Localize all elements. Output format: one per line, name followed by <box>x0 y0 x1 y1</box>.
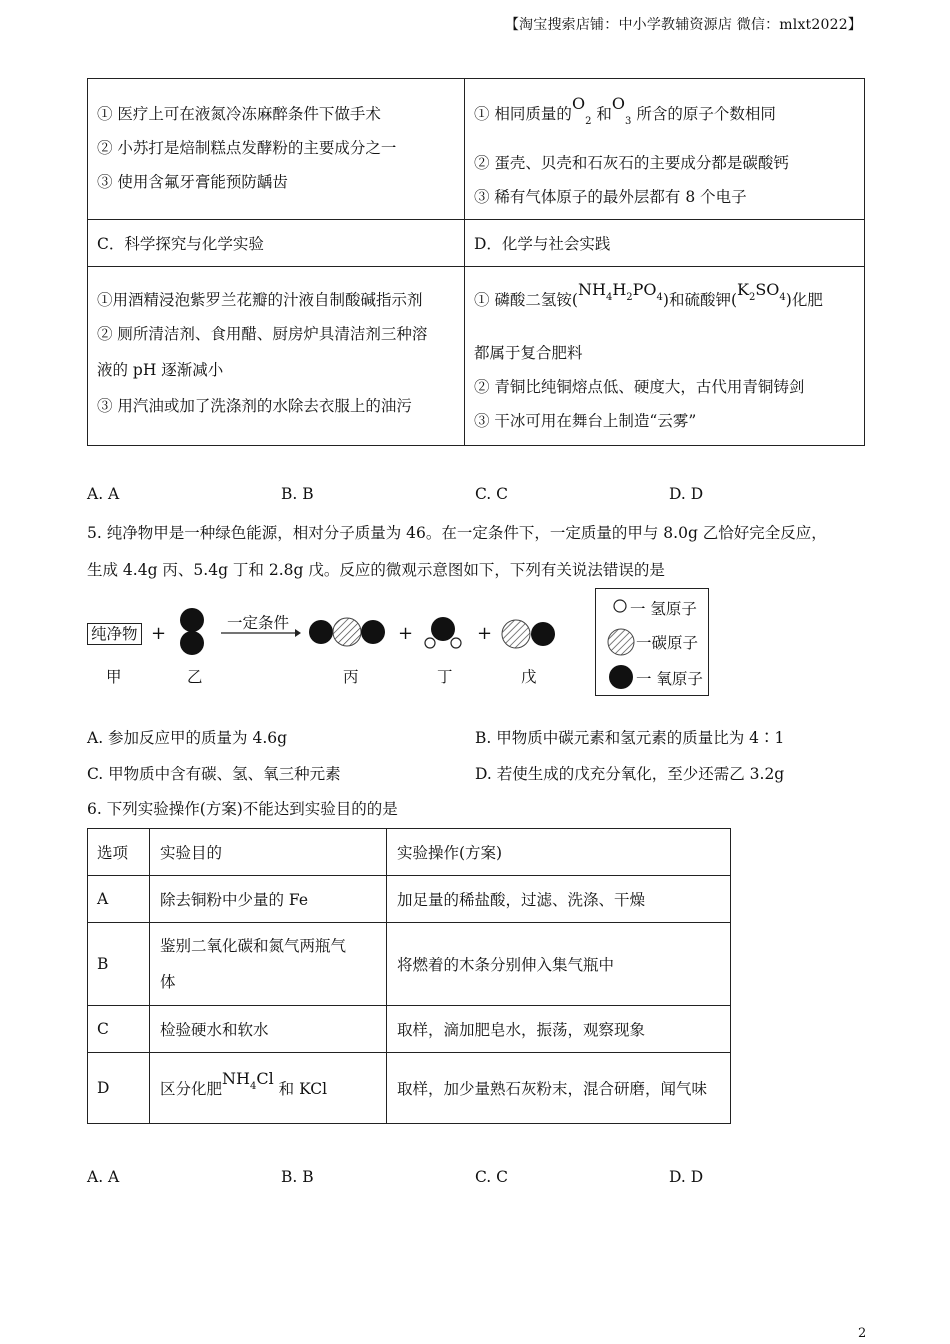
text-line: ② 蛋壳、贝壳和石灰石的主要成分都是碳酸钙 <box>474 154 789 172</box>
table-row <box>88 1053 731 1124</box>
label-ding: 丁 <box>437 668 453 686</box>
table-header-row <box>88 829 731 876</box>
option-c[interactable]: C. C <box>475 1168 509 1186</box>
oxygen-atom <box>361 620 385 644</box>
text-line: ② 青铜比纯铜熔点低、硬度大，古代用青铜铸剑 <box>474 378 805 396</box>
row-option: D <box>88 1053 150 1124</box>
arrow-icon <box>221 627 301 639</box>
plus-sign: + <box>398 623 414 644</box>
carbon-atom <box>333 618 361 646</box>
row-goal: 鉴别二氧化碳和氮气两瓶气 体 <box>150 923 387 1006</box>
formula-k2so4: $K_2SO_4$ <box>737 280 786 303</box>
row-method: 将燃着的木条分别伸入集气瓶中 <box>387 923 731 1006</box>
legend-oxygen: 一 氧原子 <box>636 670 703 688</box>
legend-hydrogen: 一 氢原子 <box>630 600 697 618</box>
row-goal: 区分化肥$NH_4Cl$ 和 KCl <box>150 1053 387 1124</box>
table-row <box>88 923 731 1006</box>
row-option: A <box>88 876 150 923</box>
option-a[interactable]: A. A <box>87 1168 120 1186</box>
hydrogen-atom <box>451 638 461 648</box>
text-line: ① 医疗上可在液氮冷冻麻醉条件下做手术 <box>97 105 381 123</box>
oxygen-atom <box>531 622 555 646</box>
table-row <box>88 1006 731 1053</box>
label-bing: 丙 <box>343 668 359 686</box>
carbon-atom <box>502 620 530 648</box>
oxygen-atom <box>309 620 333 644</box>
oxygen-atom <box>180 608 204 632</box>
text-line: ① 相同质量的$O_2$ 和$O_3$ 所含的原子个数相同 <box>474 94 776 127</box>
oxygen-atom <box>180 631 204 655</box>
page-header: 【淘宝搜索店铺：中小学教辅资源店 微信：mlxt2022】 <box>504 17 862 33</box>
molecule-yi <box>177 607 217 659</box>
text-line: ③ 干冰可用在舞台上制造“云雾” <box>474 412 697 430</box>
row-goal: 检验硬水和软水 <box>150 1006 387 1053</box>
reaction-condition: 一定条件 <box>227 614 290 632</box>
row-method: 加足量的稀盐酸，过滤、洗涤、干燥 <box>387 876 731 923</box>
q4-head-d: D．化学与社会实践 <box>465 220 865 267</box>
q4-table <box>87 78 865 446</box>
q6-options <box>87 1168 863 1186</box>
formula-o2: O <box>571 94 586 113</box>
label-jia: 甲 <box>106 668 122 686</box>
q5-option-d[interactable]: D. 若使生成的戊充分氧化，至少还需乙 3.2g <box>475 765 785 783</box>
row-method: 取样，滴加肥皂水，振荡，观察现象 <box>387 1006 731 1053</box>
q6-table <box>87 828 731 1124</box>
row-option: B <box>88 923 150 1006</box>
formula-o3: O <box>611 94 626 113</box>
carbon-atom-icon <box>606 627 636 657</box>
plus-sign: + <box>151 623 167 644</box>
page-number: 2 <box>858 1326 867 1341</box>
text-line: ①用酒精浸泡紫罗兰花瓣的汁液自制酸碱指示剂 <box>97 291 423 309</box>
molecule-bing <box>307 617 389 647</box>
option-b[interactable]: B. B <box>281 1168 314 1186</box>
column-header: 选项 <box>88 829 150 876</box>
plus-sign: + <box>477 623 493 644</box>
row-option: C <box>88 1006 150 1053</box>
molecule-ding <box>423 615 467 653</box>
text-line: ① 磷酸二氢铵$(NH_4H_2PO_4)$和硫酸钾$(K_2SO_4)$化肥 <box>474 280 823 309</box>
option-d[interactable]: D. D <box>669 1168 704 1186</box>
q5-option-b[interactable]: B. 甲物质中碳元素和氢元素的质量比为 4∶1 <box>475 729 785 747</box>
q4-cell-b <box>465 79 865 220</box>
hydrogen-atom-icon <box>612 598 628 614</box>
table-row <box>88 876 731 923</box>
formula-nh4cl: $NH_4Cl$ <box>222 1069 274 1092</box>
text-line: 都属于复合肥料 <box>474 344 583 362</box>
text-line: ③ 用汽油或加了洗涤剂的水除去衣服上的油污 <box>97 397 412 415</box>
option-a[interactable]: A. A <box>87 485 120 503</box>
row-goal: 除去铜粉中少量的 Fe <box>150 876 387 923</box>
text-line: ③ 稀有气体原子的最外层都有 8 个电子 <box>474 188 747 206</box>
q4-head-c: C．科学探究与化学实验 <box>88 220 465 267</box>
text-line: ③ 使用含氟牙膏能预防龋齿 <box>97 173 288 191</box>
atom-legend <box>595 588 709 696</box>
q5-stem-line2: 生成 4.4g 丙、5.4g 丁和 2.8g 戊。反应的微观示意图如下，下列有关说法错误的是 <box>87 561 665 579</box>
column-header: 实验目的 <box>150 829 387 876</box>
text-line: 液的 pH 逐渐减小 <box>97 361 224 379</box>
legend-carbon: 一碳原子 <box>636 634 699 652</box>
option-b[interactable]: B. B <box>281 485 314 503</box>
formula-nh4h2po4: $NH_4H_2PO_4$ <box>577 280 663 303</box>
q4-options <box>87 485 863 503</box>
q4-cell-a <box>88 79 465 220</box>
pure-substance-box: 纯净物 <box>87 623 142 645</box>
hydrogen-atom <box>425 638 435 648</box>
molecule-wu <box>501 619 559 649</box>
label-yi: 乙 <box>187 668 203 686</box>
q5-option-a[interactable]: A. 参加反应甲的质量为 4.6g <box>87 729 288 747</box>
option-c[interactable]: C. C <box>475 485 509 503</box>
q6-stem: 6. 下列实验操作(方案)不能达到实验目的的是 <box>87 800 398 818</box>
oxygen-atom <box>431 617 455 641</box>
label-wu: 戊 <box>521 668 537 686</box>
row-method: 取样，加少量熟石灰粉末，混合研磨，闻气味 <box>387 1053 731 1124</box>
q5-option-c[interactable]: C. 甲物质中含有碳、氢、氧三种元素 <box>87 765 341 783</box>
oxygen-atom-icon <box>607 663 635 691</box>
column-header: 实验操作(方案) <box>387 829 731 876</box>
q4-cell-c <box>88 267 465 446</box>
text-line: ② 小苏打是焙制糕点发酵粉的主要成分之一 <box>97 139 397 157</box>
q5-stem-line1: 5. 纯净物甲是一种绿色能源，相对分子质量为 46。在一定条件下，一定质量的甲与 8.0g 乙恰好完全反应， <box>87 524 827 542</box>
option-d[interactable]: D. D <box>669 485 704 503</box>
text-line: ② 厕所清洁剂、食用醋、厨房炉具清洁剂三种溶 <box>97 325 428 343</box>
q4-cell-d <box>465 267 865 446</box>
